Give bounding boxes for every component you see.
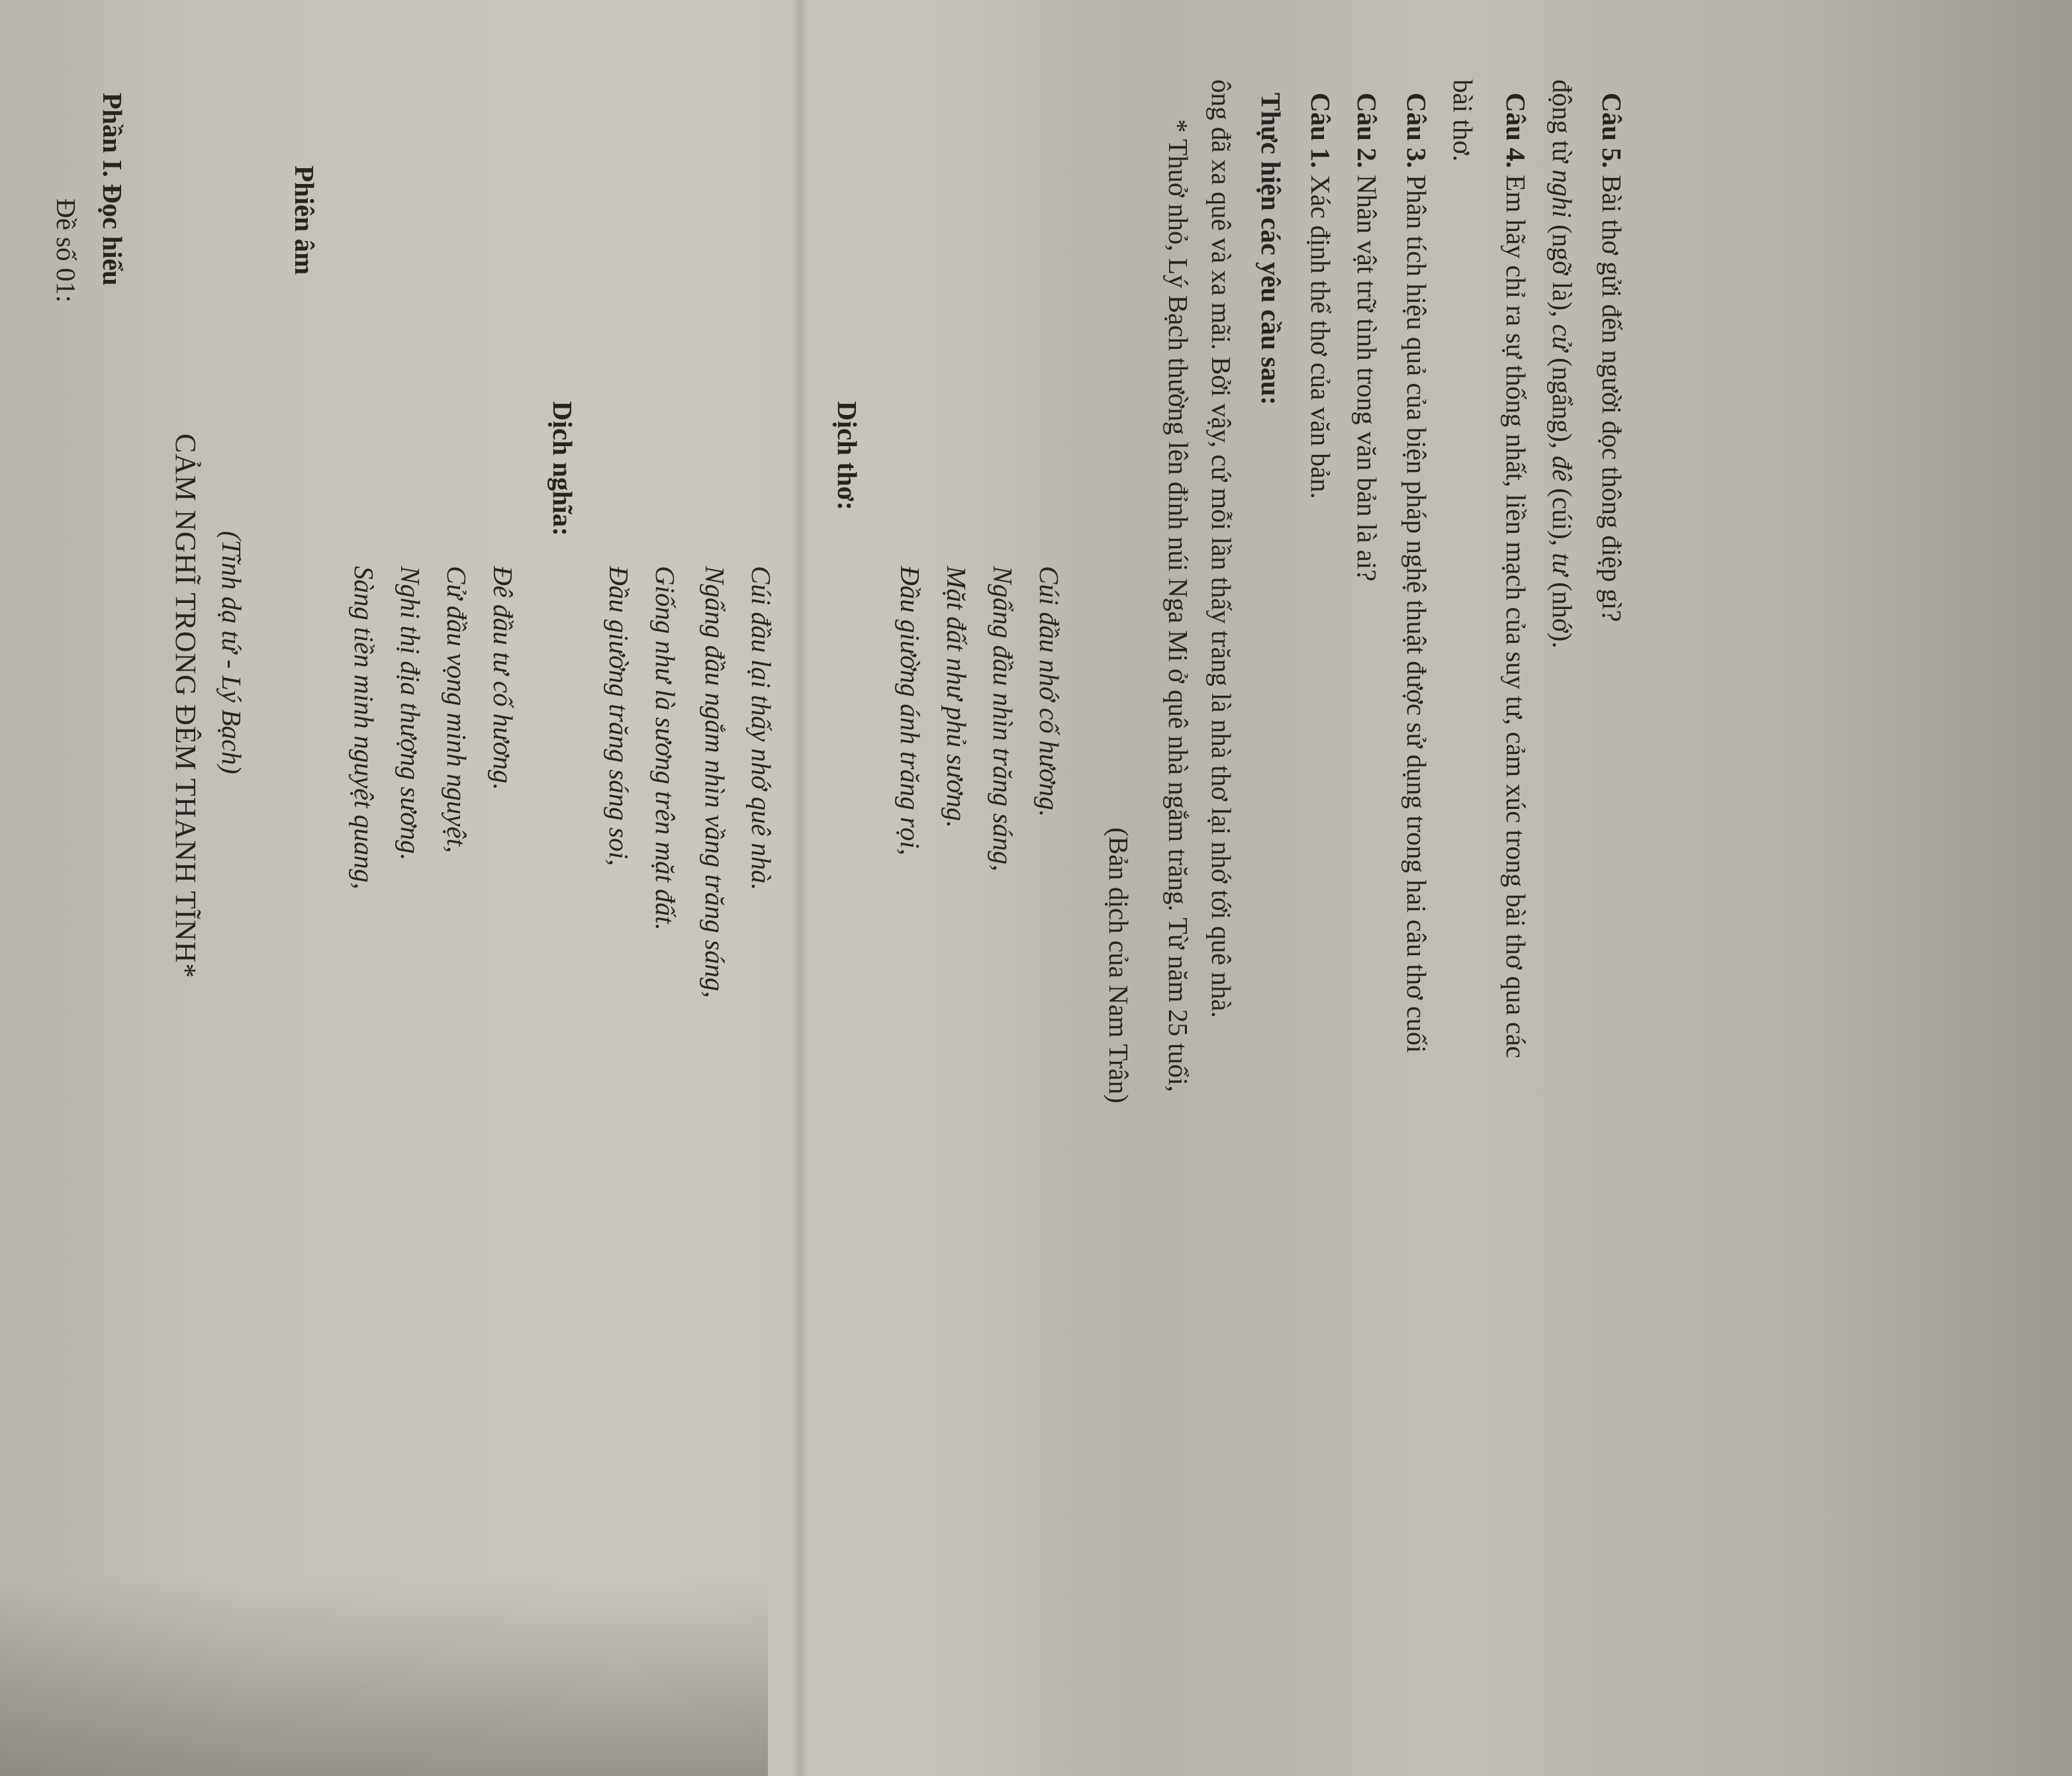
question-4-label: Câu 4. xyxy=(1501,93,1531,168)
q4-word-nghi: nghi xyxy=(1547,169,1578,218)
phien-am-line-3: Cử đầu vọng minh nguyệt, xyxy=(442,566,472,853)
question-1-label: Câu 1. xyxy=(1305,93,1336,168)
exam-number: Đề số 01: xyxy=(51,199,81,303)
question-3-label: Câu 3. xyxy=(1401,93,1432,168)
dich-tho-line-3: Ngẩng đầu nhìn trăng sáng, xyxy=(988,566,1018,872)
dich-tho-label: Dịch thơ: xyxy=(832,401,863,511)
footnote-line-2: ông đã xa quê và xa mãi. Bởi vậy, cứ mỗi lần thấy trăng là nhà thơ lại nhớ tới quê nhà. xyxy=(1206,79,1237,1018)
dich-nghia-line-4: Cúi đầu lại thấy nhớ quê nhà. xyxy=(746,566,777,890)
q4-pre: động từ xyxy=(1547,79,1578,170)
section-title: Phần I. Đọc hiểu xyxy=(97,93,128,286)
question-5-text: Bài thơ gửi đến người đọc thông điệp gì? xyxy=(1597,167,1627,622)
question-3 xyxy=(1397,93,1436,1053)
q4-word-tu: tư xyxy=(1547,553,1578,576)
dich-nghia-line-1: Đầu giường trăng sáng soi, xyxy=(604,566,634,866)
phien-am-label: Phiên âm xyxy=(289,165,320,275)
footnote-line-1: * Thuở nhỏ, Lý Bạch thường lên đỉnh núi Nga Mi ở quê nhà ngắm trăng. Từ năm 25 tuổi, xyxy=(1163,119,1194,1092)
question-5-label: Câu 5. xyxy=(1597,93,1627,168)
dich-nghia-line-2: Giống như là sương trên mặt đất. xyxy=(650,566,681,931)
translation-credit: (Bản dịch của Nam Trân) xyxy=(1104,827,1134,1103)
question-5 xyxy=(1592,93,1632,622)
question-4-cont xyxy=(1542,79,1582,649)
question-4-text: Em hãy chỉ ra sự thống nhất, liền mạch của suy tư, cảm xúc trong bài thơ qua các xyxy=(1501,167,1531,1058)
question-4 xyxy=(1496,93,1536,1058)
q4-mid-3: (cúi), xyxy=(1547,481,1578,553)
question-3-text: Phân tích hiệu quả của biện pháp nghệ thuật được sử dụng trong hai câu thơ cuối xyxy=(1401,167,1432,1053)
dich-tho-line-2: Mặt đất như phủ sương. xyxy=(941,566,972,828)
q4-mid-1: (ngỡ là), xyxy=(1547,218,1578,324)
dich-tho-line-1: Đầu giường ánh trăng rọi, xyxy=(895,566,925,856)
question-2 xyxy=(1347,93,1387,581)
dich-nghia-label: Dịch nghĩa: xyxy=(547,401,578,536)
phien-am-line-4: Đê đầu tư cố hương. xyxy=(488,566,518,790)
dich-tho-line-4: Cúi đầu nhớ cố hương. xyxy=(1034,566,1064,818)
question-2-label: Câu 2. xyxy=(1352,93,1382,168)
q4-mid-2: (ngẩng), xyxy=(1547,351,1578,456)
question-1 xyxy=(1301,93,1341,499)
dich-nghia-line-3: Ngẩng đầu ngắm nhìn vầng trăng sáng, xyxy=(700,566,730,998)
q4-word-cu: cử xyxy=(1547,324,1578,351)
phien-am-line-1: Sàng tiền minh nguyệt quang, xyxy=(349,566,379,890)
question-3-cont: bài thơ. xyxy=(1448,79,1478,162)
q4-word-de: đê xyxy=(1547,455,1578,482)
question-1-text: Xác định thể thơ của văn bản. xyxy=(1305,167,1336,499)
poem-subtitle: (Tĩnh dạ tứ - Lý Bạch) xyxy=(216,531,247,774)
instructions: Thực hiện các yêu cầu sau: xyxy=(1256,93,1286,406)
question-2-text: Nhân vật trữ tình trong văn bản là ai? xyxy=(1352,167,1382,582)
phien-am-line-2: Nghi thị địa thượng sương. xyxy=(395,566,426,861)
poem-title: CẢM NGHĨ TRONG ĐÊM THANH TĨNH* xyxy=(169,434,202,979)
q4-end: (nhớ). xyxy=(1547,575,1578,649)
